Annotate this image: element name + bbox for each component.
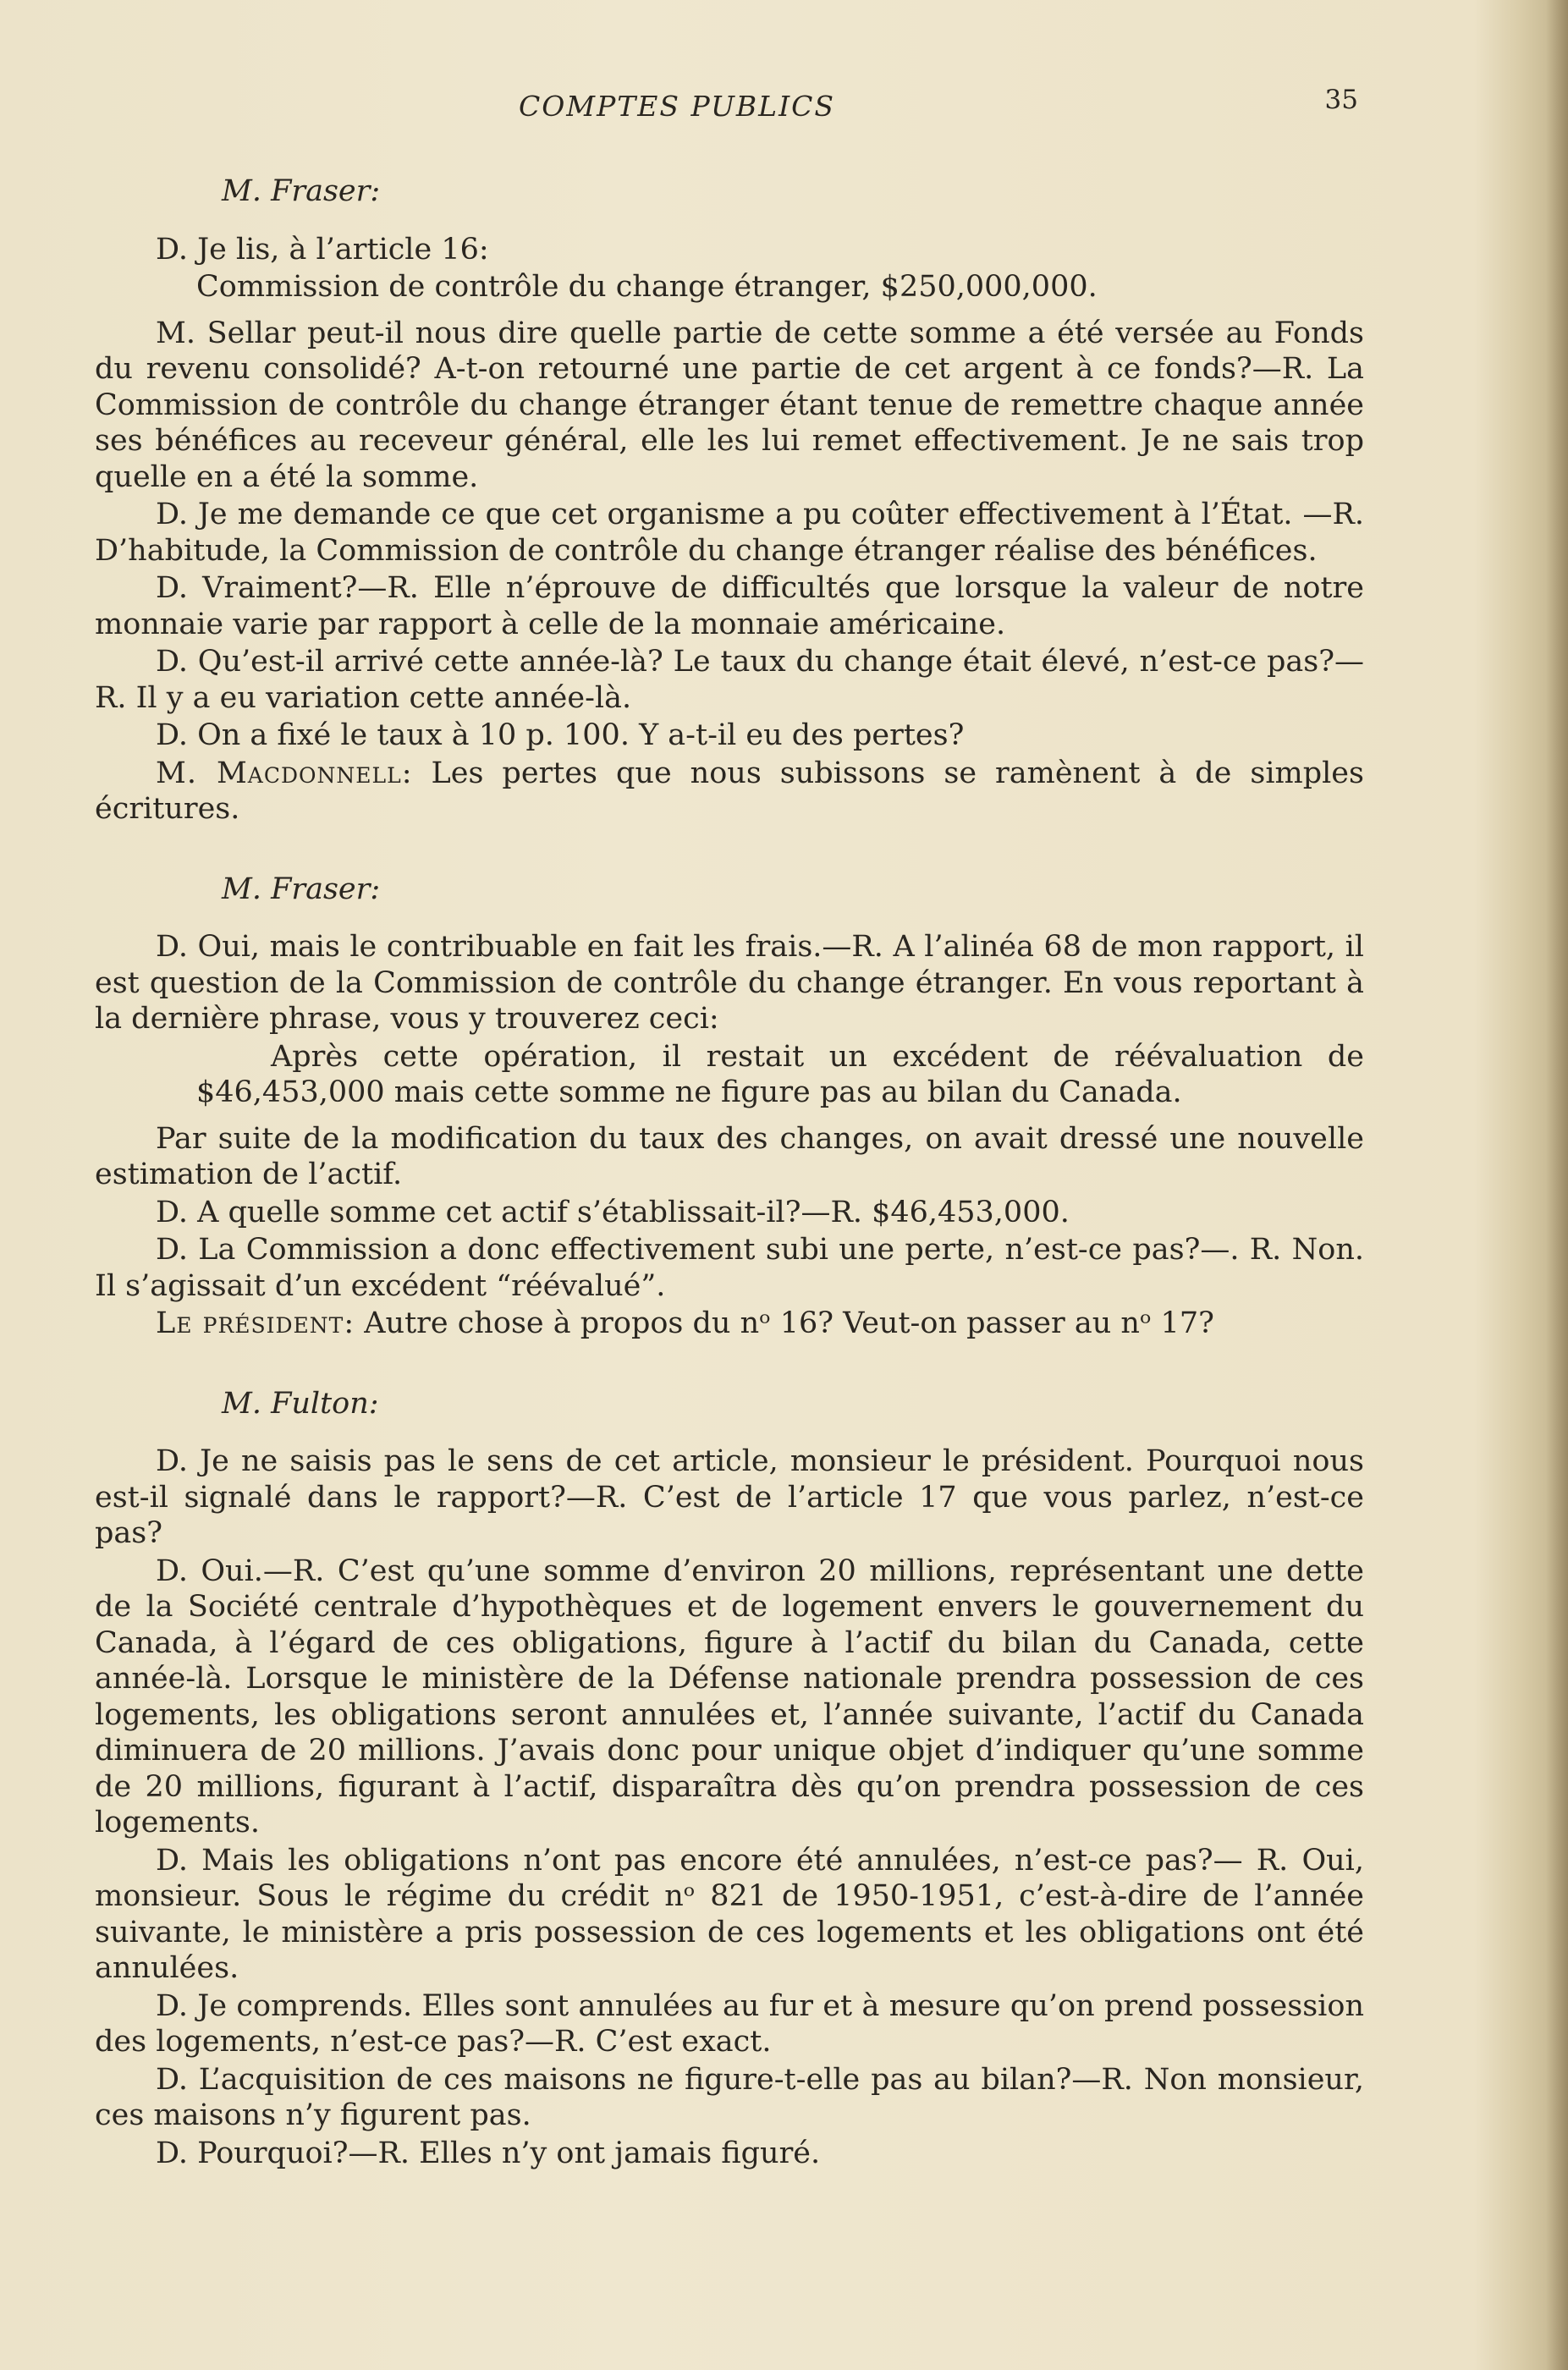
speaker-label: M. Fraser: — [222, 174, 381, 208]
page-number: 35 — [1324, 85, 1358, 115]
speaker-label: M. Fraser: — [222, 872, 381, 906]
dialogue-paragraph: D. La Commission a donc effectivement subi une perte, n’est-ce pas?—. R. Non. Il s’agissait d’un excédent “réévalué”. — [95, 1233, 1364, 1303]
dialogue-paragraph: D. A quelle somme cet actif s’établissait-il?—R. $46,453,000. — [156, 1195, 1070, 1229]
speaker-label: M. Fulton: — [222, 1386, 379, 1421]
dialogue-paragraph: D. Qu’est-il arrivé cette année-là? Le taux du change était élevé, n’est-ce pas?—R. Il y a eu variation cette année-là. — [95, 645, 1364, 715]
dialogue-paragraph: D. Vraiment?—R. Elle n’éprouve de difficultés que lorsque la valeur de notre monnaie varie par rapport à celle de la monnaie américaine. — [95, 571, 1364, 641]
dialogue-paragraph — [95, 1306, 1364, 1342]
dialogue-paragraph: D. Oui, mais le contribuable en fait les frais.—R. A l’alinéa 68 de mon rapport, il est question de la Commission de contrôle du change étranger. En vous reportant à la dernière phrase, vous y trouverez ceci: — [95, 930, 1364, 1036]
running-title: COMPTES PUBLICS — [519, 90, 835, 123]
dialogue-paragraph: D. Je ne saisis pas le sens de cet article, monsieur le président. Pourquoi nous est-il signalé dans le rapport?—R. C’est de l’article 17 que vous parlez, n’est-ce pas? — [95, 1444, 1364, 1550]
dialogue-paragraph: M. Sellar peut-il nous dire quelle partie de cette somme a été versée au Fonds du revenu consolidé? A-t-on retourné une partie de cet argent à ce fonds?—R. La Commission de contrôle du change étranger étant tenue de remettre chaque année ses bénéfices au receveur général, elle les lui remet effectivement. Je ne sais trop quelle en a été la somme. — [95, 316, 1364, 494]
speaker-inline: Le président: — [156, 1306, 355, 1340]
speaker-inline: M. Macdonnell: — [156, 756, 413, 790]
dialogue-paragraph: D. Je me demande ce que cet organisme a pu coûter effectivement à l’État. —R. D’habitude, la Commission de contrôle du change étranger réalise des bénéfices. — [95, 498, 1364, 568]
page-body — [95, 173, 1364, 2173]
dialogue-paragraph: D. Mais les obligations n’ont pas encore été annulées, n’est-ce pas?— R. Oui, monsieur. Sous le régime du crédit nᵒ 821 de 1950-1951, c’est-à-dire de l’année suivante, le ministère a pris possession de ces logements et les obligations ont été annulées. — [95, 1843, 1364, 1985]
quoted-passage: Commission de contrôle du change étranger, $250,000,000. — [196, 270, 1098, 304]
dialogue-paragraph: Par suite de la modification du taux des changes, on avait dressé une nouvelle estimation de l’actif. — [95, 1121, 1364, 1191]
dialogue-paragraph: D. Oui.—R. C’est qu’une somme d’environ 20 millions, représentant une dette de la Société centrale d’hypothèques et de logement envers le gouvernement du Canada, à l’égard de ces obligations, figure à l’actif du bilan du Canada, cette année-là. Lorsque le ministère de la Défense nationale prendra possession de ces logements, les obligations seront annulées et, l’année suivante, l’actif du Canada diminuera de 20 millions. J’avais donc pour unique objet d’indiquer qu’une somme de 20 millions, figurant à l’actif, disparaîtra dès qu’on prendra possession de ces logements. — [95, 1553, 1364, 1839]
dialogue-paragraph: D. L’acquisition de ces maisons ne figure-t-elle pas au bilan?—R. Non monsieur, ces maisons n’y figurent pas. — [95, 2062, 1364, 2132]
dialogue-paragraph: D. Je lis, à l’article 16: — [156, 232, 489, 267]
dialogue-paragraph — [95, 756, 1364, 828]
dialogue-paragraph: D. Pourquoi?—R. Elles n’y ont jamais figuré. — [156, 2136, 821, 2170]
dialogue-paragraph: D. Je comprends. Elles sont annulées au fur et à mesure qu’on prend possession des logements, n’est-ce pas?—R. C’est exact. — [95, 1988, 1364, 2059]
paragraph-text: Autre chose à propos du nᵒ 16? Veut-on passer au nᵒ 17? — [355, 1306, 1214, 1340]
dialogue-paragraph: D. On a fixé le taux à 10 p. 100. Y a-t-il eu des pertes? — [156, 718, 965, 752]
paragraph-text: Les pertes que nous subissons se ramènent à de simples écritures. — [95, 756, 1364, 826]
quoted-passage: Après cette opération, il restait un excédent de réévaluation de $46,453,000 mais cette somme ne figure pas au bilan du Canada. — [196, 1039, 1364, 1109]
